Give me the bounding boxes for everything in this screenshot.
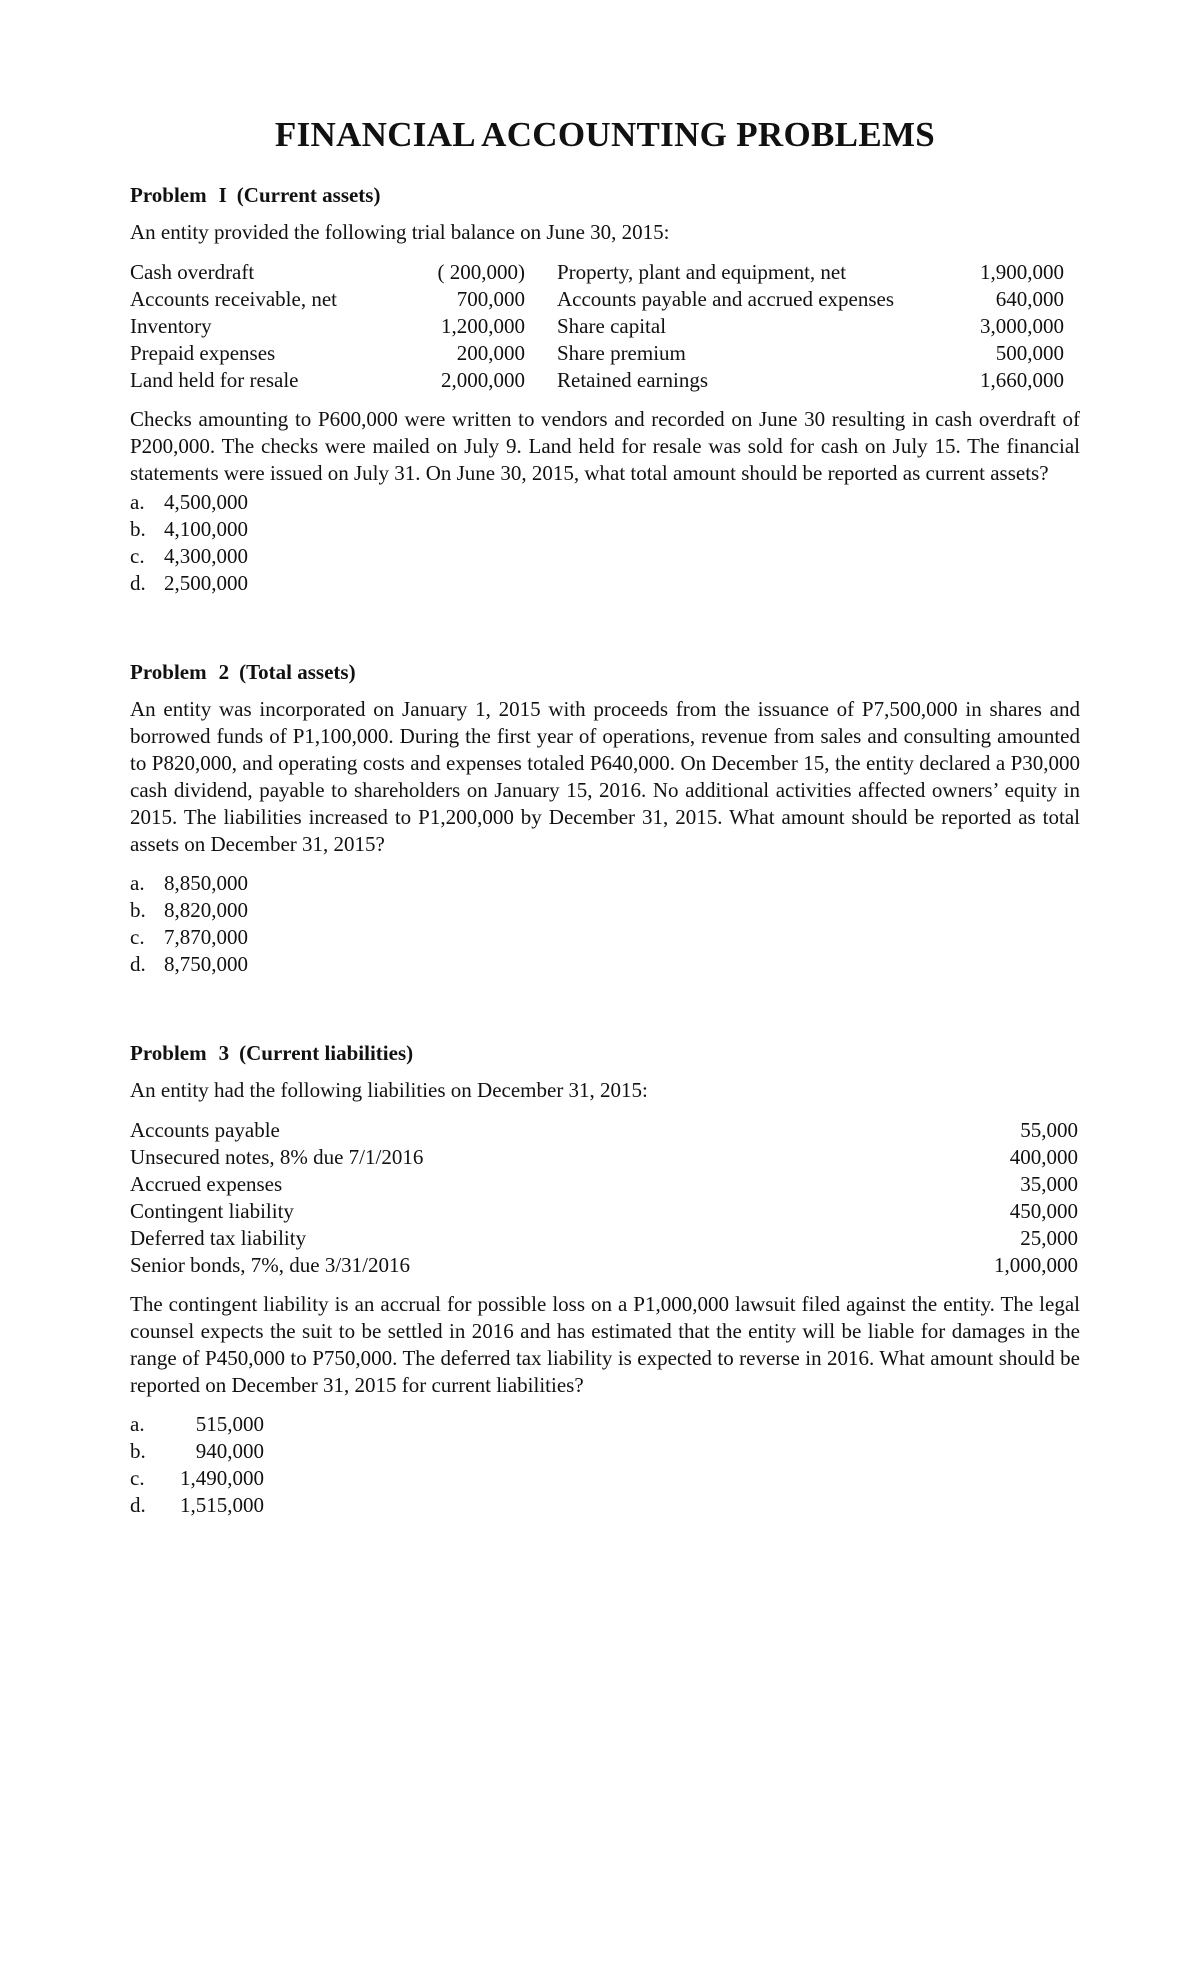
answer-choice[interactable]	[130, 951, 1080, 978]
balance-label: Land held for resale	[130, 368, 299, 392]
answer-choice[interactable]	[130, 1492, 1080, 1519]
liability-value: 450,000	[1009, 1199, 1078, 1223]
balance-value: 1,200,000	[441, 314, 525, 338]
liability-value: 400,000	[1009, 1145, 1078, 1169]
choice-letter: a.	[130, 490, 145, 514]
balance-label: Inventory	[130, 314, 212, 338]
table-row	[130, 340, 1076, 367]
problem-number: I	[218, 183, 227, 207]
choice-letter: d.	[130, 571, 146, 595]
problem-2	[130, 659, 1080, 978]
balance-value: 500,000	[995, 341, 1064, 365]
choice-text: 2,500,000	[164, 571, 248, 595]
problem-number: 2	[218, 660, 230, 684]
choice-letter: b.	[130, 898, 146, 922]
liability-label: Accrued expenses	[130, 1172, 283, 1196]
document-page	[130, 112, 1080, 1519]
table-row	[130, 1225, 1080, 1252]
choice-letter: a.	[130, 871, 145, 895]
problem-topic: (Total assets)	[239, 660, 356, 684]
choice-letter: d.	[130, 952, 146, 976]
problem-intro: An entity had the following liabilities on December 31, 2015:	[130, 1078, 648, 1102]
answer-choices	[130, 870, 1080, 978]
choice-text: 4,100,000	[164, 517, 248, 541]
problem-heading	[130, 1040, 1080, 1067]
problem-body: The contingent liability is an accrual for possible loss on a P1,000,000 lawsuit filed against the entity. The legal counsel expects the suit to be settled in 2016 and has estimated that the entity will be liable for damages in the range of P450,000 to P750,000. The deferred tax liability is expected to reverse in 2016. What amount should be reported on December 31, 2015 for current liabilities?	[130, 1292, 1080, 1397]
choice-text: 515,000	[195, 1412, 264, 1436]
choice-text: 4,300,000	[164, 544, 248, 568]
table-row	[130, 1117, 1080, 1144]
balance-label: Property, plant and equipment, net	[557, 260, 847, 284]
choice-text: 7,870,000	[164, 925, 248, 949]
liability-label: Accounts payable	[130, 1118, 280, 1142]
trial-balance-table	[130, 259, 1076, 394]
choice-letter: b.	[130, 1439, 146, 1463]
liability-label: Unsecured notes, 8% due 7/1/2016	[130, 1145, 424, 1169]
choice-text: 940,000	[195, 1439, 264, 1463]
choice-text: 4,500,000	[164, 490, 248, 514]
table-row	[130, 1198, 1080, 1225]
balance-value: 640,000	[995, 287, 1064, 311]
balance-value: 2,000,000	[441, 368, 525, 392]
liability-label: Senior bonds, 7%, due 3/31/2016	[130, 1253, 410, 1277]
problem-label: Problem	[130, 660, 207, 684]
balance-value: 1,660,000	[980, 368, 1064, 392]
choice-letter: d.	[130, 1493, 146, 1517]
problem-intro: An entity provided the following trial balance on June 30, 2015:	[130, 220, 670, 244]
balance-label: Accounts receivable, net	[130, 287, 337, 311]
balance-label: Prepaid expenses	[130, 341, 276, 365]
choice-text: 8,820,000	[164, 898, 248, 922]
balance-value: 3,000,000	[980, 314, 1064, 338]
answer-choice[interactable]	[130, 570, 1080, 597]
answer-choice[interactable]	[130, 516, 1080, 543]
problem-number: 3	[218, 1041, 230, 1065]
answer-choice[interactable]	[130, 1465, 1080, 1492]
balance-label: Retained earnings	[557, 368, 709, 392]
choice-text: 8,850,000	[164, 871, 248, 895]
answer-choice[interactable]	[130, 489, 1080, 516]
liability-label: Deferred tax liability	[130, 1226, 307, 1250]
answer-choice[interactable]	[130, 1411, 1080, 1438]
balance-label: Cash overdraft	[130, 260, 255, 284]
balance-label: Accounts payable and accrued expenses	[557, 287, 895, 311]
answer-choice[interactable]	[130, 1438, 1080, 1465]
problem-1	[130, 182, 1080, 597]
problem-label: Problem	[130, 183, 207, 207]
section-spacer	[130, 597, 1080, 659]
liability-value: 55,000	[1020, 1118, 1078, 1142]
problem-heading	[130, 659, 1080, 686]
problem-topic: (Current assets)	[236, 183, 381, 207]
choice-letter: c.	[130, 1466, 145, 1490]
problem-body: Checks amounting to P600,000 were written to vendors and recorded on June 30 resulting in cash overdraft of P200,000. The checks were mailed on July 9. Land held for resale was sold for cash on July 15. The financial statements were issued on July 31. On June 30, 2015, what total amount should be reported as current assets?	[130, 407, 1080, 485]
answer-choice[interactable]	[130, 870, 1080, 897]
liability-value: 25,000	[1020, 1226, 1078, 1250]
answer-choices	[130, 489, 1080, 597]
liability-value: 35,000	[1020, 1172, 1078, 1196]
table-row	[130, 1252, 1080, 1279]
section-spacer	[130, 978, 1080, 1040]
answer-choice[interactable]	[130, 897, 1080, 924]
balance-value: 1,900,000	[980, 260, 1064, 284]
liability-value: 1,000,000	[994, 1253, 1078, 1277]
problem-topic: (Current liabilities)	[239, 1041, 414, 1065]
balance-label: Share capital	[557, 314, 667, 338]
problem-heading	[130, 182, 1080, 209]
answer-choices	[130, 1411, 1080, 1519]
choice-text: 8,750,000	[164, 952, 248, 976]
table-row	[130, 286, 1076, 313]
liabilities-table	[130, 1117, 1080, 1279]
balance-value: ( 200,000)	[437, 260, 525, 284]
liability-label: Contingent liability	[130, 1199, 294, 1223]
table-row	[130, 1144, 1080, 1171]
document-title: FINANCIAL ACCOUNTING PROBLEMS	[274, 115, 936, 154]
balance-value: 200,000	[456, 341, 525, 365]
choice-text: 1,490,000	[180, 1466, 264, 1490]
choice-text: 1,515,000	[180, 1493, 264, 1517]
answer-choice[interactable]	[130, 543, 1080, 570]
table-row	[130, 1171, 1080, 1198]
answer-choice[interactable]	[130, 924, 1080, 951]
choice-letter: c.	[130, 544, 145, 568]
problem-3	[130, 1040, 1080, 1519]
choice-letter: c.	[130, 925, 145, 949]
table-row	[130, 313, 1076, 340]
balance-label: Share premium	[557, 341, 686, 365]
problem-body: An entity was incorporated on January 1, 2015 with proceeds from the issuance of P7,500,000 in shares and borrowed funds of P1,100,000. During the first year of operations, revenue from sales and consulting amounted to P820,000, and operating costs and expenses totaled P640,000. On December 15, the entity declared a P30,000 cash dividend, payable to shareholders on January 15, 2016. No additional activities affected owners’ equity in 2015. The liabilities increased to P1,200,000 by December 31, 2015. What amount should be reported as total assets on December 31, 2015?	[130, 697, 1080, 856]
table-row	[130, 259, 1076, 286]
balance-value: 700,000	[456, 287, 525, 311]
choice-letter: b.	[130, 517, 146, 541]
problem-label: Problem	[130, 1041, 207, 1065]
choice-letter: a.	[130, 1412, 145, 1436]
table-row	[130, 367, 1076, 394]
